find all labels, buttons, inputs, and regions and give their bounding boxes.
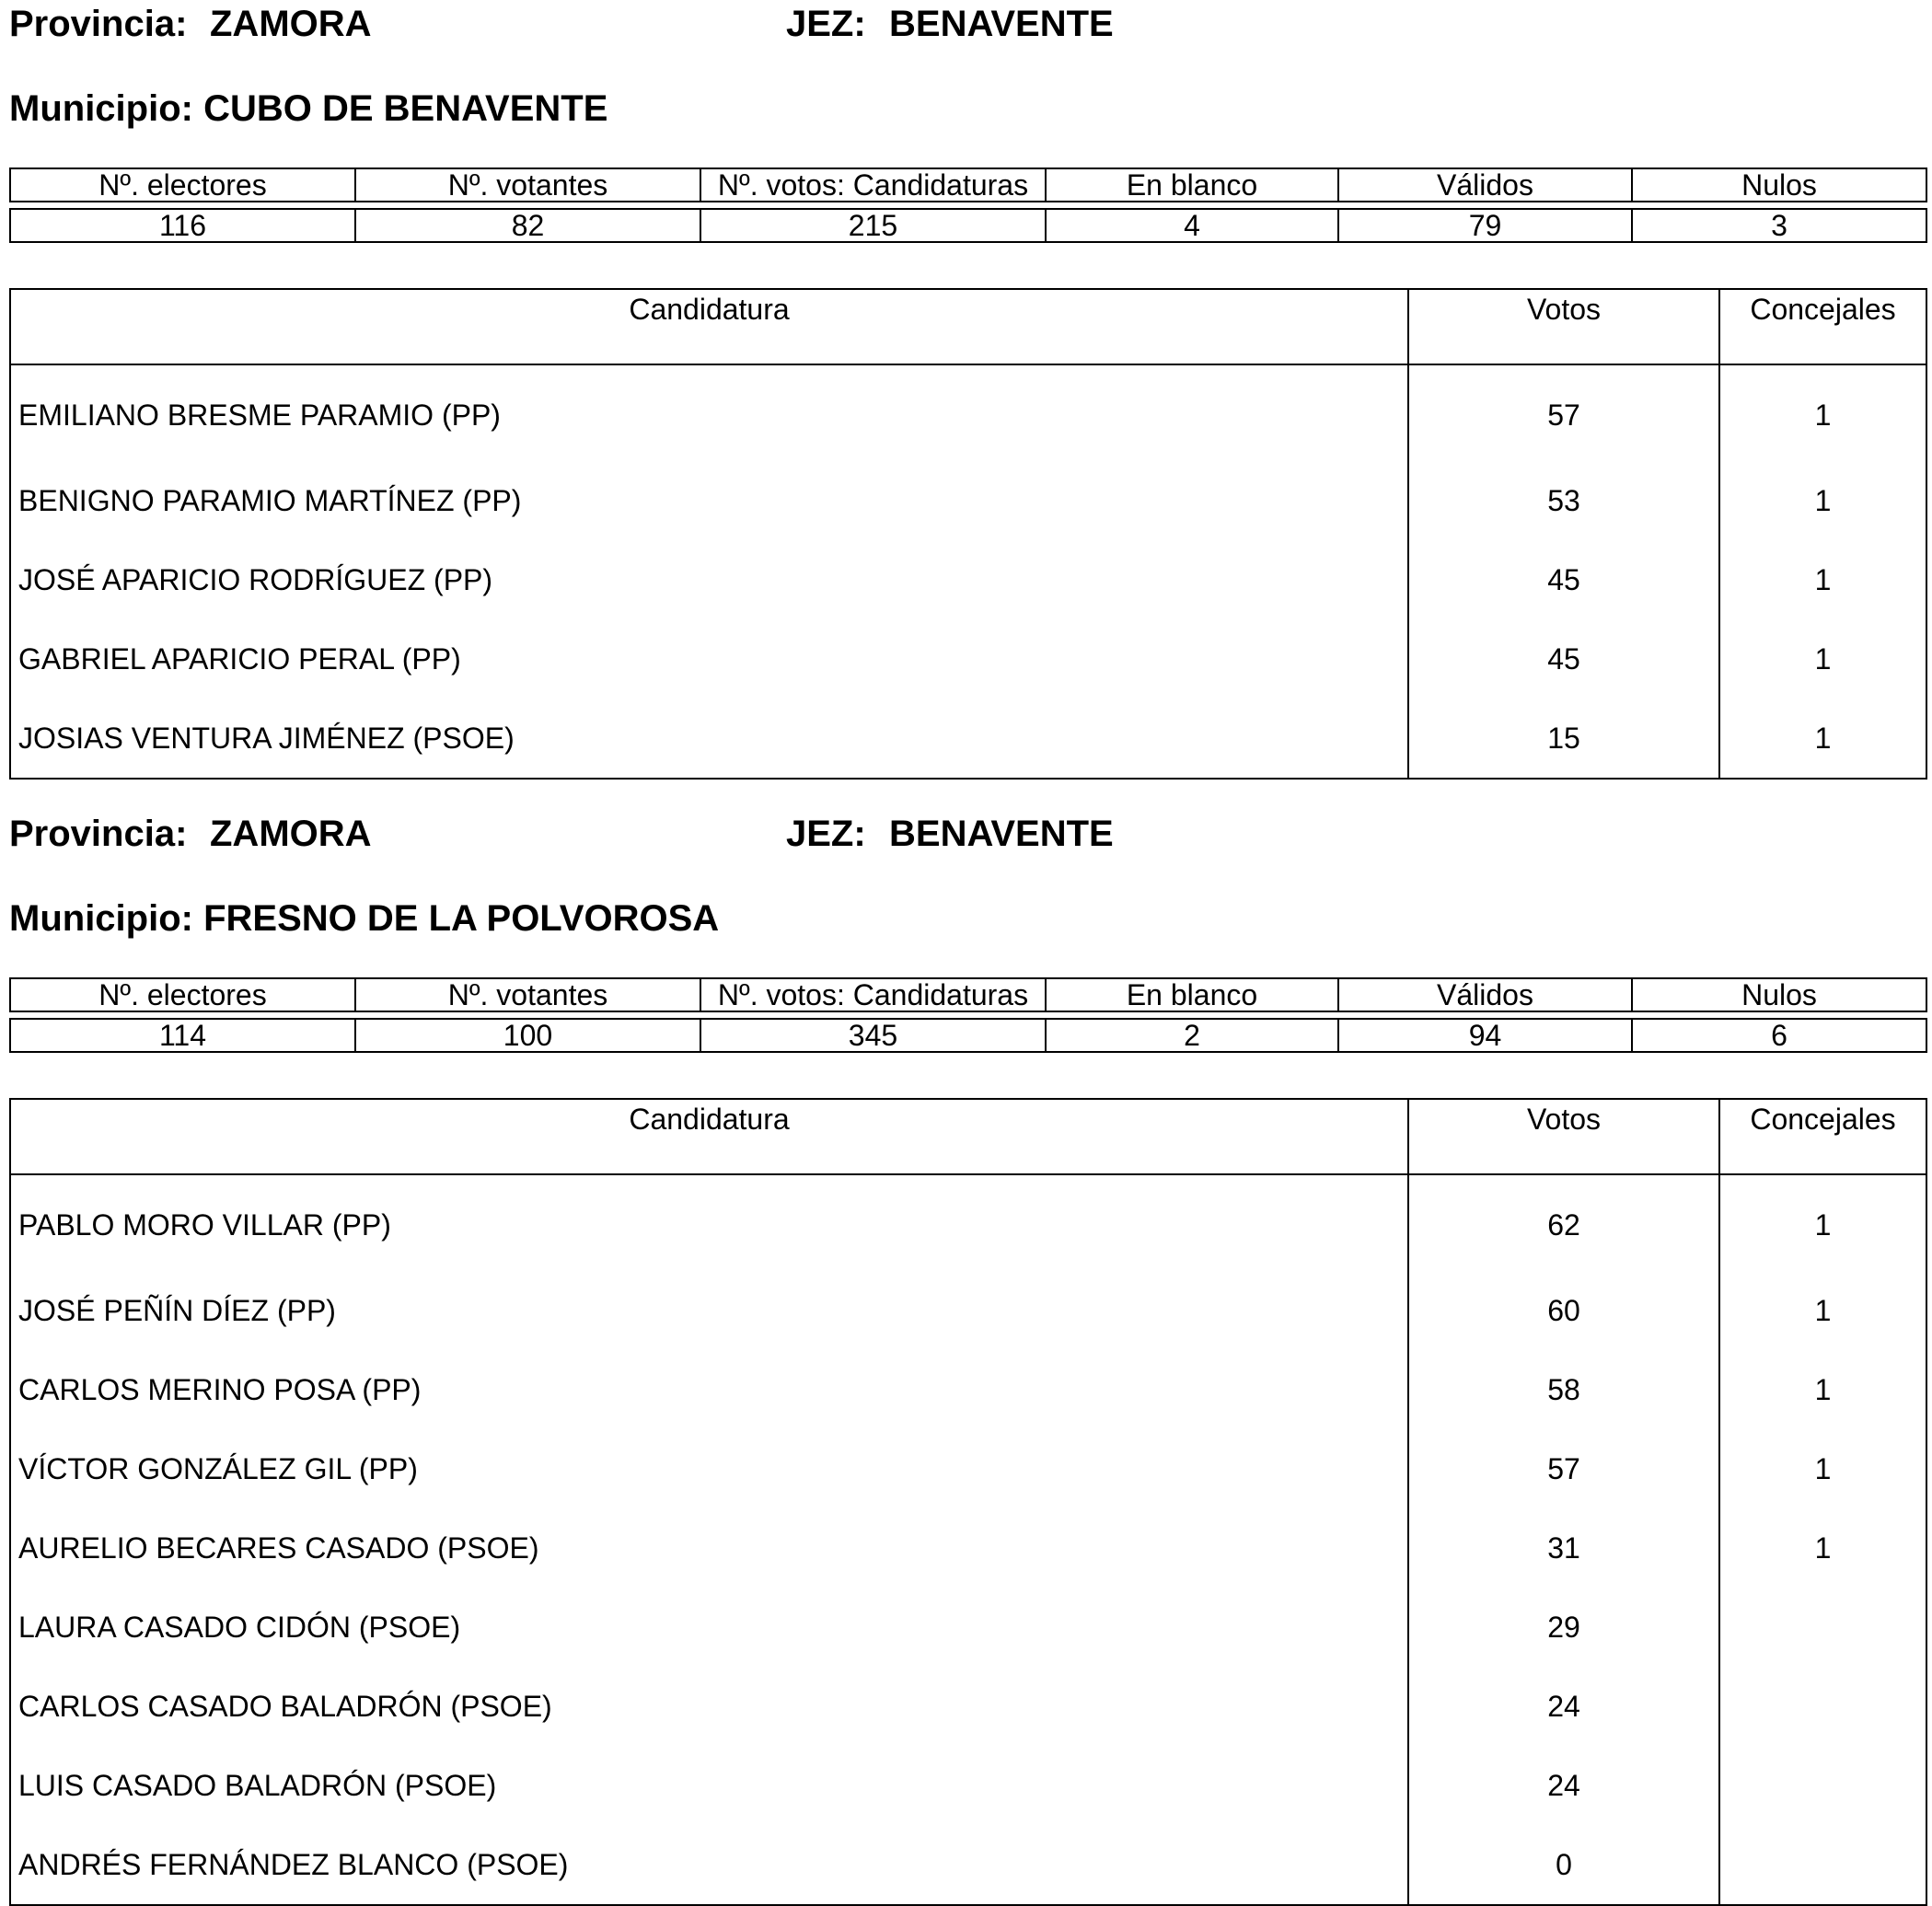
summary-value-cell: 345 — [700, 1019, 1046, 1052]
summary-header-cell: Nº. votantes — [355, 168, 700, 202]
candidatura-header: Candidatura — [10, 289, 1408, 364]
municipio-label: Municipio: — [9, 898, 193, 939]
table-row — [10, 1429, 1926, 1508]
candidate-name: AURELIO BECARES CASADO (PSOE) — [10, 1508, 1408, 1588]
candidatura-header: Candidatura — [10, 1099, 1408, 1174]
results-header-row — [10, 289, 1926, 364]
municipio-label: Municipio: — [9, 88, 193, 129]
summary-header-cell: Nº. votos: Candidaturas — [700, 978, 1046, 1011]
summary-value-cell: 215 — [700, 209, 1046, 242]
candidate-name: JOSÉ PEÑÍN DÍEZ (PP) — [10, 1271, 1408, 1350]
candidate-name: BENIGNO PARAMIO MARTÍNEZ (PP) — [10, 461, 1408, 540]
candidate-name: CARLOS CASADO BALADRÓN (PSOE) — [10, 1667, 1408, 1746]
candidate-concejales: 1 — [1719, 461, 1926, 540]
province-label: Provincia: — [9, 4, 188, 44]
candidate-concejales: 1 — [1719, 1350, 1926, 1429]
candidate-name: VÍCTOR GONZÁLEZ GIL (PP) — [10, 1429, 1408, 1508]
votos-header: Votos — [1408, 1099, 1719, 1174]
summary-value-cell: 82 — [355, 209, 700, 242]
summary-header-cell: Nº. electores — [10, 168, 355, 202]
summary-header-cell: Nº. votantes — [355, 978, 700, 1011]
candidate-concejales: 1 — [1719, 540, 1926, 619]
candidate-name: EMILIANO BRESME PARAMIO (PP) — [10, 364, 1408, 461]
candidate-name: PABLO MORO VILLAR (PP) — [10, 1174, 1408, 1271]
candidate-votes: 45 — [1408, 619, 1719, 699]
candidate-name: JOSIAS VENTURA JIMÉNEZ (PSOE) — [10, 699, 1408, 779]
table-row — [10, 1174, 1926, 1271]
table-row — [10, 364, 1926, 461]
province-header — [9, 810, 1926, 858]
results-table — [9, 288, 1927, 780]
candidate-votes: 29 — [1408, 1588, 1719, 1667]
summary-value-cell: 3 — [1632, 209, 1926, 242]
table-row — [10, 1667, 1926, 1746]
table-row — [10, 1746, 1926, 1825]
candidate-votes: 62 — [1408, 1174, 1719, 1271]
candidate-votes: 45 — [1408, 540, 1719, 619]
candidate-name: LAURA CASADO CIDÓN (PSOE) — [10, 1588, 1408, 1667]
summary-header-cell: Válidos — [1338, 978, 1632, 1011]
summary-value-cell: 114 — [10, 1019, 355, 1052]
jez-label: JEZ: — [786, 814, 866, 854]
summary-header-table — [9, 167, 1927, 202]
summary-header-cell: En blanco — [1046, 168, 1338, 202]
candidate-name: ANDRÉS FERNÁNDEZ BLANCO (PSOE) — [10, 1825, 1408, 1905]
results-table — [9, 1098, 1927, 1906]
summary-value-cell: 79 — [1338, 209, 1632, 242]
summary-header-cell: Nº. electores — [10, 978, 355, 1011]
province-header — [9, 0, 1926, 48]
summary-header-cell: Nulos — [1632, 168, 1926, 202]
table-row — [10, 699, 1926, 779]
municipio-section — [9, 810, 1926, 1881]
province-value: ZAMORA — [210, 814, 372, 854]
table-row — [10, 1508, 1926, 1588]
table-row — [10, 461, 1926, 540]
table-row — [10, 1588, 1926, 1667]
candidate-concejales: 1 — [1719, 1508, 1926, 1588]
summary-header-cell: Nº. votos: Candidaturas — [700, 168, 1046, 202]
candidate-concejales — [1719, 1746, 1926, 1825]
candidate-concejales: 1 — [1719, 364, 1926, 461]
province-label: Provincia: — [9, 814, 188, 854]
summary-header-cell: En blanco — [1046, 978, 1338, 1011]
municipio-title — [9, 85, 607, 133]
summary-value-cell: 94 — [1338, 1019, 1632, 1052]
results-header-row — [10, 1099, 1926, 1174]
candidate-votes: 24 — [1408, 1746, 1719, 1825]
concejales-header: Concejales — [1719, 289, 1926, 364]
jez-value: BENAVENTE — [889, 4, 1114, 44]
candidate-concejales: 1 — [1719, 1271, 1926, 1350]
summary-value-cell: 2 — [1046, 1019, 1338, 1052]
municipio-section — [9, 0, 1926, 755]
candidate-votes: 53 — [1408, 461, 1719, 540]
candidate-name: LUIS CASADO BALADRÓN (PSOE) — [10, 1746, 1408, 1825]
concejales-header: Concejales — [1719, 1099, 1926, 1174]
summary-header-row — [10, 168, 1926, 202]
candidate-votes: 15 — [1408, 699, 1719, 779]
table-row — [10, 540, 1926, 619]
summary-values-table — [9, 208, 1927, 243]
candidate-concejales — [1719, 1588, 1926, 1667]
candidate-concejales — [1719, 1667, 1926, 1746]
candidate-name: CARLOS MERINO POSA (PP) — [10, 1350, 1408, 1429]
table-row — [10, 619, 1926, 699]
candidate-concejales: 1 — [1719, 699, 1926, 779]
summary-values-row — [10, 1019, 1926, 1052]
candidate-votes: 57 — [1408, 1429, 1719, 1508]
summary-header-table — [9, 977, 1927, 1012]
candidate-concejales: 1 — [1719, 1429, 1926, 1508]
candidate-votes: 58 — [1408, 1350, 1719, 1429]
municipio-value: FRESNO DE LA POLVOROSA — [203, 898, 720, 939]
summary-value-cell: 100 — [355, 1019, 700, 1052]
candidate-votes: 31 — [1408, 1508, 1719, 1588]
summary-value-cell: 4 — [1046, 209, 1338, 242]
candidate-concejales: 1 — [1719, 1174, 1926, 1271]
municipio-title — [9, 895, 719, 942]
jez-label: JEZ: — [786, 4, 866, 44]
candidate-name: GABRIEL APARICIO PERAL (PP) — [10, 619, 1408, 699]
summary-values-table — [9, 1018, 1927, 1053]
province-value: ZAMORA — [210, 4, 372, 44]
summary-value-cell: 6 — [1632, 1019, 1926, 1052]
votos-header: Votos — [1408, 289, 1719, 364]
summary-value-cell: 116 — [10, 209, 355, 242]
table-row — [10, 1271, 1926, 1350]
table-row — [10, 1350, 1926, 1429]
candidate-concejales: 1 — [1719, 619, 1926, 699]
summary-header-row — [10, 978, 1926, 1011]
candidate-votes: 60 — [1408, 1271, 1719, 1350]
jez-value: BENAVENTE — [889, 814, 1114, 854]
summary-values-row — [10, 209, 1926, 242]
table-row — [10, 1825, 1926, 1905]
candidate-concejales — [1719, 1825, 1926, 1905]
candidate-votes: 24 — [1408, 1667, 1719, 1746]
candidate-votes: 0 — [1408, 1825, 1719, 1905]
summary-header-cell: Nulos — [1632, 978, 1926, 1011]
municipio-value: CUBO DE BENAVENTE — [203, 88, 608, 129]
candidate-name: JOSÉ APARICIO RODRÍGUEZ (PP) — [10, 540, 1408, 619]
summary-header-cell: Válidos — [1338, 168, 1632, 202]
candidate-votes: 57 — [1408, 364, 1719, 461]
